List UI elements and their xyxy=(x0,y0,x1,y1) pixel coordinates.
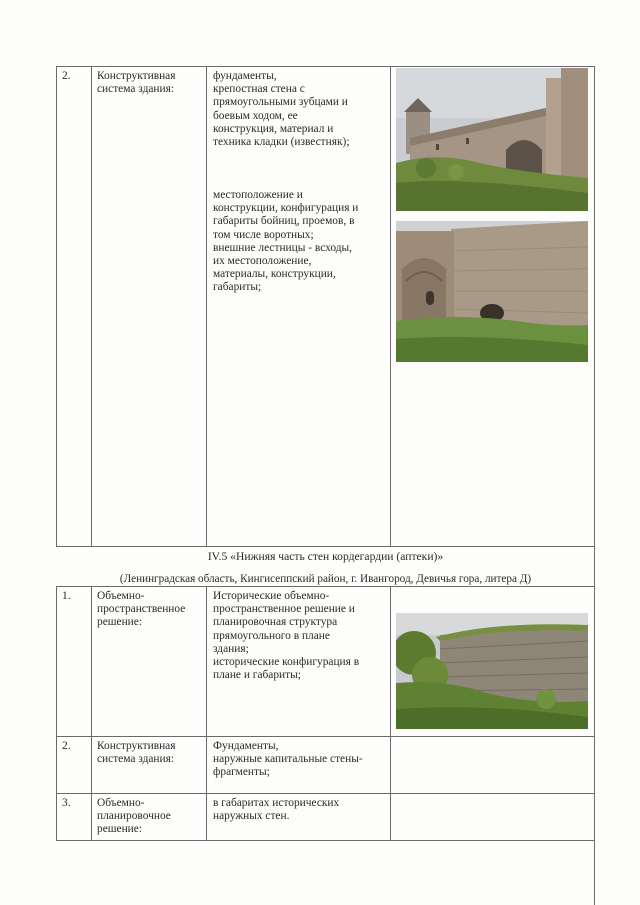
lower-col-divider-2 xyxy=(206,586,207,840)
col-divider-1 xyxy=(91,66,92,546)
row-attribute-name: Объемно- планировочное решение: xyxy=(97,797,171,836)
lower-col-divider-3 xyxy=(390,586,391,840)
fortress-wall-photo xyxy=(396,68,588,211)
lower-col-divider-1 xyxy=(91,586,92,840)
table-border-left xyxy=(56,66,57,546)
lower-table-border-bottom xyxy=(56,840,595,841)
col-divider-3 xyxy=(390,66,391,546)
row-divider-2 xyxy=(56,736,595,737)
row-description: Фундаменты, наружные капитальные стены- фрагменты; xyxy=(213,740,363,779)
fortress-inner-wall-photo xyxy=(396,221,588,362)
section-divider-top xyxy=(56,546,595,547)
row-description-part-2: местоположение и конструкции, конфигурация и габариты бойниц, проемов, в том числе воротных; внешние лестницы - всходы, их местоположение, материалы, конструкции, габариты; xyxy=(213,189,359,294)
section-address: (Ленинградская область, Кингисеппский район, г. Ивангород, Девичья гора, литера Д) xyxy=(119,573,532,585)
lower-table-border-left xyxy=(56,586,57,840)
row-description: Исторические объемно- пространственное решение и планировочная структура прямоугольного в плане здания; исторические конфигурация в плане и габариты; xyxy=(213,590,360,682)
row-description-part-1: фундаменты, крепостная стена с прямоугольными зубцами и боевым ходом, ее конструкция, материал и техника кладки (известняк); xyxy=(213,70,350,149)
row-number: 2. xyxy=(62,740,71,752)
row-divider-3 xyxy=(56,793,595,794)
row-number: 1. xyxy=(62,590,71,602)
table-border-top xyxy=(56,66,595,67)
lower-table-border-top xyxy=(56,586,595,587)
section-title: IV.5 «Нижняя часть стен кордегардии (аптеки)» xyxy=(207,550,444,563)
col-divider-2 xyxy=(206,66,207,546)
row-number: 3. xyxy=(62,797,71,809)
row-attribute-name: Конструктивная система здания: xyxy=(97,740,176,766)
row-description: в габаритах исторических наружных стен. xyxy=(213,797,340,823)
table-border-right xyxy=(594,66,595,905)
row-attribute-name: Конструктивная система здания: xyxy=(97,70,176,96)
row-number: 2. xyxy=(62,70,71,82)
row-attribute-name: Объемно- пространственное решение: xyxy=(97,590,186,629)
guardhouse-wall-remains-photo xyxy=(396,613,588,729)
